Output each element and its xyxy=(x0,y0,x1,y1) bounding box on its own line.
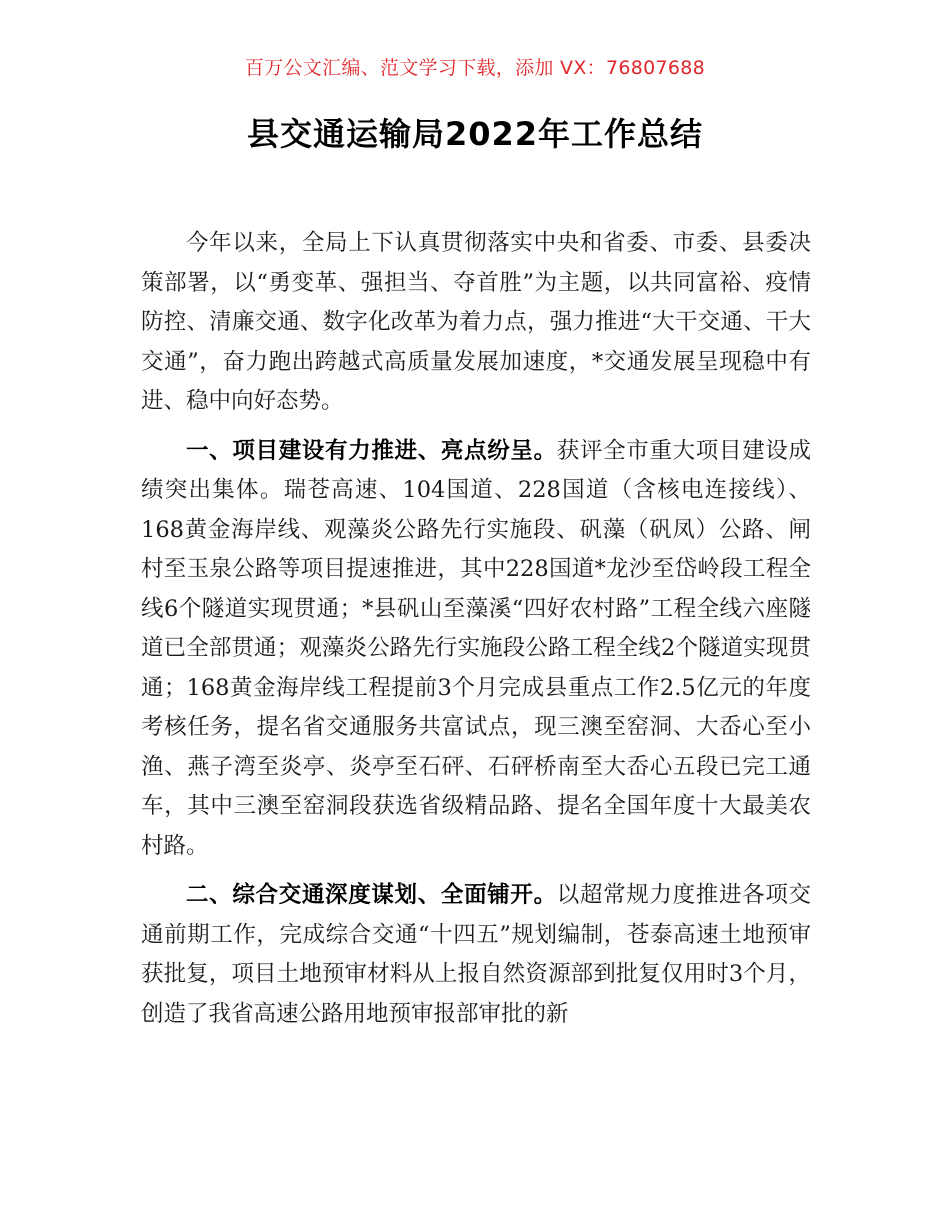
paragraph-intro xyxy=(141,224,811,422)
paragraph-section-2 xyxy=(141,876,811,1034)
paragraph-text: 获评全市重大项目建设成绩突出集体。瑞苍高速、104国道、228国道（含核电连接线）、168黄金海岸线、观藻炎公路先行实施段、矾藻（矾凤）公路、闸村至玉泉公路等项目提速推进，其中228国道*龙沙至岱岭段工程全线6个隧道实现贯通；*县矾山至藻溪“四好农村路”工程全线六座隧道已全部贯通；观藻炎公路先行实施段公路工程全线2个隧道实现贯通；168黄金海岸线工程提前3个月完成县重点工作2.5亿元的年度考核任务，提名省交通服务共富试点，现三澳至窑洞、大岙心至小渔、燕子湾至炎亭、炎亭至石砰、石砰桥南至大岙心五段已完工通车，其中三澳至窑洞段获选省级精品路、提名全国年度十大最美农村路。 xyxy=(141,437,811,859)
document-body xyxy=(141,224,811,1044)
paragraph-text: 以超常规力度推进各项交通前期工作，完成综合交通“十四五”规划编制，苍泰高速土地预审获批复，项目土地预审材料从上报自然资源部到批复仅用时3个月，创造了我省高速公路用地预审报部审批的新 xyxy=(141,882,811,1027)
section-heading: 一、项目建设有力推进、亮点纷呈。 xyxy=(186,437,557,464)
paragraph-text: 今年以来，全局上下认真贯彻落实中央和省委、市委、县委决策部署，以“勇变革、强担当、夺首胜”为主题，以共同富裕、疫情防控、清廉交通、数字化改革为着力点，强力推进“大干交通、干大交通”，奋力跑出跨越式高质量发展加速度，*交通发展呈现稳中有进、稳中向好态势。 xyxy=(141,230,811,414)
document-title: 县交通运输局2022年工作总结 xyxy=(246,115,704,153)
header-banner: 百万公文汇编、范文学习下载，添加 VX：76807688 xyxy=(244,57,706,79)
section-heading: 二、综合交通深度谋划、全面铺开。 xyxy=(186,882,557,908)
paragraph-section-1 xyxy=(141,432,811,867)
